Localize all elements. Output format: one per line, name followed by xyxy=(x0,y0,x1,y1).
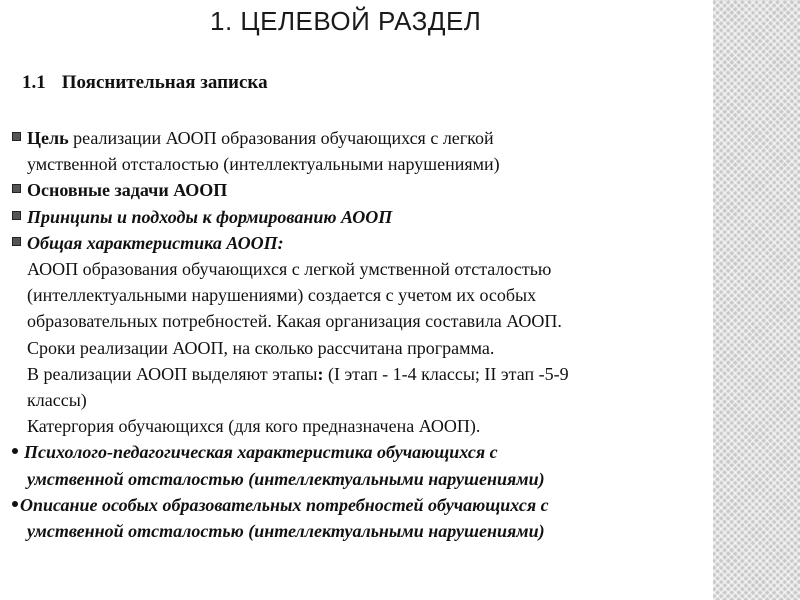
goal-text: реализации АООП образования обучающихся с легкой xyxy=(68,128,494,148)
stages-colon: : xyxy=(317,363,324,384)
goal-bold-text: Цель xyxy=(27,128,69,148)
section-subtitle xyxy=(22,72,268,94)
needs-text-line2: умственной отсталостью (интеллектуальными нарушениями) xyxy=(27,521,545,542)
content-list xyxy=(12,125,712,544)
general-desc-line3: образовательных потребностей. Какая организация составила АООП. xyxy=(27,311,562,332)
general-desc-line1: АООП образования обучающихся с легкой умственной отсталостью xyxy=(27,259,552,280)
general-desc-line7: Катергория обучающихся (для кого предназначена АООП). xyxy=(27,416,481,437)
slide-title: 1. ЦЕЛЕВОЙ РАЗДЕЛ xyxy=(210,6,482,36)
general-desc-line5 xyxy=(12,361,712,387)
list-item-psych xyxy=(12,439,712,465)
square-bullet-icon xyxy=(12,237,21,246)
square-bullet-icon xyxy=(12,184,21,193)
psych-text: Психолого-педагогическая характеристика обучающихся с xyxy=(24,442,498,463)
stages-text: В реализации АООП выделяют этапы xyxy=(27,363,318,384)
square-bullet-icon xyxy=(12,211,21,220)
square-bullet-icon xyxy=(12,132,21,141)
goal-text-line2: умственной отсталостью (интеллектуальными нарушениями) xyxy=(27,154,500,175)
general-desc-line2: (интеллектуальными нарушениями) создается с учетом их особых xyxy=(27,285,537,306)
list-item-general xyxy=(12,230,712,256)
general-text: Общая характеристика АООП: xyxy=(27,232,284,253)
round-bullet-icon xyxy=(12,501,18,507)
round-bullet-icon xyxy=(12,448,18,454)
subtitle-text: Пояснительная записка xyxy=(61,72,268,93)
general-desc-line6: классы) xyxy=(27,390,87,411)
needs-text: Описание особых образовательных потребностей обучающихся с xyxy=(20,494,549,515)
psych-text-line2: умственной отсталостью (интеллектуальными нарушениями) xyxy=(27,468,545,489)
tasks-text: Основные задачи АООП xyxy=(27,180,228,201)
subtitle-number: 1.1 xyxy=(22,72,46,93)
decorative-side-stripe xyxy=(713,0,800,600)
principles-text: Принципы и подходы к формированию АООП xyxy=(27,206,393,227)
list-item-goal xyxy=(12,125,712,151)
stages-detail: (I этап - 1-4 классы; II этап -5-9 xyxy=(323,363,569,384)
list-item-principles xyxy=(12,204,712,230)
general-desc-line4: Сроки реализации АООП, на сколько рассчитана программа. xyxy=(27,337,495,358)
list-item-needs xyxy=(12,492,712,518)
list-item-tasks xyxy=(12,177,712,203)
